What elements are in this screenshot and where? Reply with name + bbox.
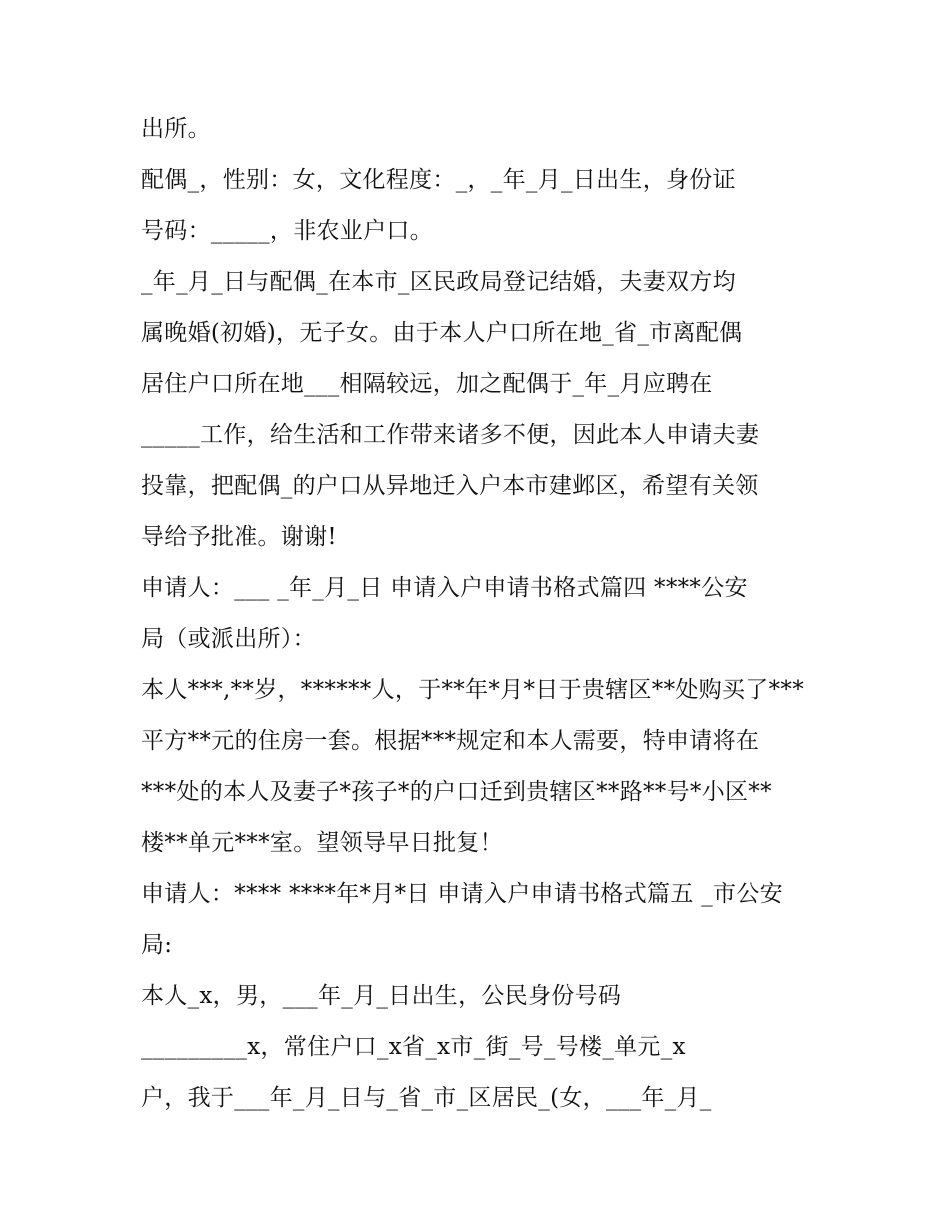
text-line: 居住户口所在地___相隔较远，加之配偶于_年_月应聘在 — [141, 371, 713, 397]
text-line: 投靠，把配偶_的户口从异地迁入户本市建邺区，希望有关领 — [141, 473, 759, 499]
text-line: 局（或派出所）： — [141, 626, 316, 652]
text-line: 属晚婚(初婚)，无子女。由于本人户口所在地_省_市离配偶 — [141, 320, 743, 346]
text-line: 局: — [141, 932, 173, 958]
text-line: 平方**元的住房一套。根据***规定和本人需要，特申请将在 — [141, 728, 760, 754]
applicant-line: 申请人：**** ****年*月*日 申请入户申请书格式篇五 _市公安 — [141, 881, 783, 907]
text-line: 本人***,**岁，******人，于**年*月*日于贵辖区**处购买了*** — [141, 677, 805, 703]
text-line: _____工作，给生活和工作带来诸多不便，因此本人申请夫妻 — [141, 422, 760, 448]
text-line: ***处的本人及妻子*孩子*的户口迁到贵辖区**路**号*小区** — [141, 779, 772, 805]
text-line: 楼**单元***室。望领导早日批复！ — [141, 830, 503, 856]
text-line: _________x，常住户口_x省_x市_街_号_号楼_单元_x — [141, 1034, 686, 1060]
text-line: 号码：_____，非农业户口。 — [141, 218, 433, 244]
text-line: 出所。 — [141, 116, 211, 142]
text-line: 户，我于___年_月_日与_省_市_区居民_(女，___年_月_ — [141, 1085, 712, 1111]
text-line: 配偶_，性别：女，文化程度：_，_年_月_日出生，身份证 — [141, 167, 736, 193]
applicant-line: 申请人：___ _年_月_日 申请入户申请书格式篇四 ****公安 — [141, 575, 748, 601]
text-line: 导给予批准。谢谢! — [141, 524, 337, 550]
body-text — [141, 104, 809, 1124]
text-line: 本人_x，男，___年_月_日出生，公民身份号码 — [141, 983, 622, 1009]
text-line: _年_月_日与配偶_在本市_区民政局登记结婚，夫妻双方均 — [141, 269, 736, 295]
